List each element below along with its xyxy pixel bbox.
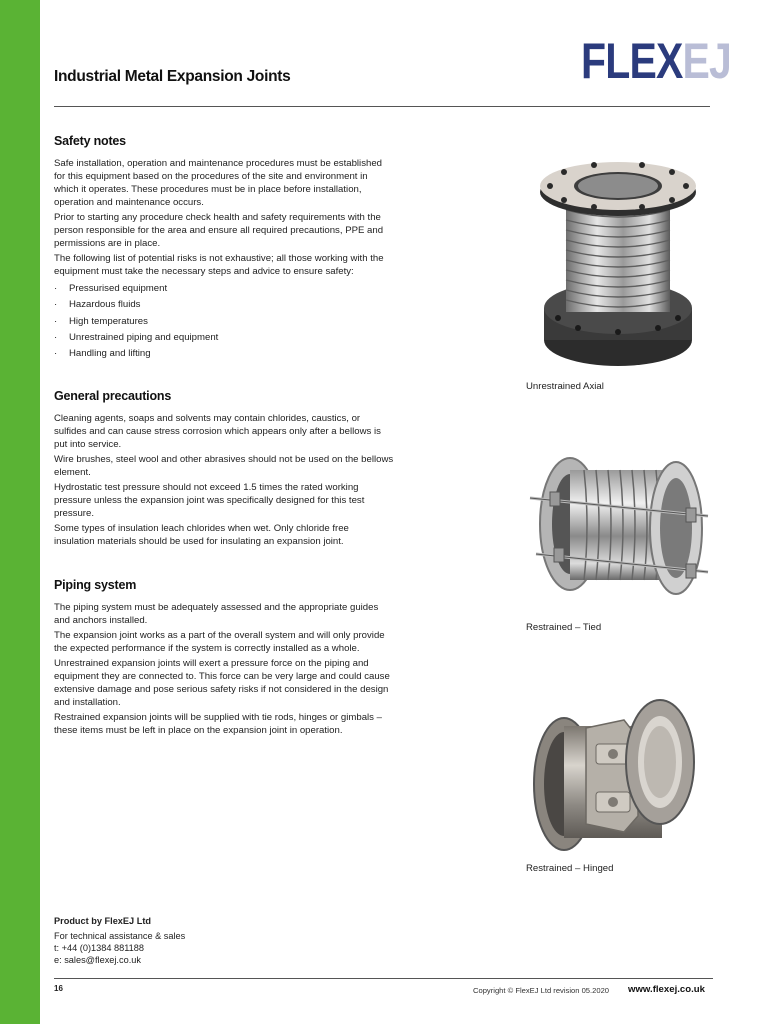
risk-list-item [54, 330, 394, 346]
flexej-logo [581, 33, 732, 98]
bullet-glyph: · [54, 331, 58, 343]
footer-contact [54, 916, 185, 966]
precautions-paragraph: Some types of insulation leach chlorides when wet. Only chloride free insulation materials should be used for insulating an expansion joint. [54, 523, 349, 547]
general-precautions-heading: General precautions [54, 389, 172, 403]
bullet-glyph: · [54, 348, 58, 360]
precautions-paragraph: Cleaning agents, soaps and solvents may contain chlorides, caustics, or sulfides and can cause stress corrosion which appears only after a bellows is put into service. [54, 413, 381, 450]
footer-email[interactable]: e: sales@flexej.co.uk [54, 955, 141, 965]
page-number: 16 [54, 984, 63, 993]
piping-system-heading: Piping system [54, 578, 137, 592]
piping-system-section [54, 578, 394, 739]
risk-text: Unrestrained piping and equipment [69, 331, 219, 343]
footer-phone: t: +44 (0)1384 881188 [54, 943, 144, 953]
figure-caption-tied: Restrained – Tied [526, 622, 602, 633]
risk-text: Hazardous fluids [69, 299, 141, 311]
risk-list-item [54, 314, 394, 330]
risk-list-item [54, 297, 394, 313]
precautions-paragraph: Hydrostatic test pressure should not exceed 1.5 times the rated working pressure unless the expansion joint was specifically designed for this test pressure. [54, 482, 365, 519]
safety-paragraph: The following list of potential risks is not exhaustive; all those working with the equipment must take the necessary steps and advice to ensure safety: [54, 253, 384, 277]
piping-paragraph: The piping system must be adequately assessed and the appropriate guides and anchors installed. [54, 602, 379, 626]
risk-list [54, 281, 394, 362]
footer-company: Product by FlexEJ Ltd [54, 916, 151, 926]
piping-paragraph: Unrestrained expansion joints will exert a pressure force on the piping and equipment they are connected to. This force can be very large and could cause extensive damage and pose serious safety risks if not considered in the design and installation. [54, 658, 390, 708]
risk-text: Handling and lifting [69, 348, 151, 360]
green-side-bar [0, 0, 40, 1024]
risk-text: High temperatures [69, 315, 148, 327]
general-precautions-section [54, 389, 394, 550]
safety-notes-heading: Safety notes [54, 134, 126, 148]
bullet-glyph: · [54, 299, 58, 311]
header-divider [54, 106, 710, 107]
copyright-text: Copyright © FlexEJ Ltd revision 05.2020 [473, 986, 610, 995]
risk-text: Pressurised equipment [69, 283, 168, 294]
safety-paragraph: Prior to starting any procedure check health and safety requirements with the person responsible for the area and ensure all required precautions, PPE and permissions are in place. [54, 212, 384, 249]
bullet-glyph: · [54, 315, 58, 327]
safety-paragraph: Safe installation, operation and maintenance procedures must be established for this equipment based on the procedures of the site and environment in which it operates. These procedures must be in place before installation, operation and maintenance occurs. [54, 158, 382, 208]
risk-list-item [54, 346, 394, 362]
footer-divider [54, 978, 713, 979]
precautions-paragraph: Wire brushes, steel wool and other abrasives should not be used on the bellows element. [54, 454, 394, 478]
page-title: Industrial Metal Expansion Joints [54, 68, 291, 85]
logo-text-flex: FLEX [581, 33, 683, 89]
piping-paragraph: Restrained expansion joints will be supplied with tie rods, hinges or gimbals – these items must be left in place on the expansion joint in operation. [54, 712, 382, 736]
footer-assist: For technical assistance & sales [54, 931, 186, 941]
restrained-tied-photo [526, 452, 712, 612]
safety-notes-section [54, 134, 394, 362]
website-link[interactable]: www.flexej.co.uk [628, 984, 705, 995]
risk-list-item [54, 281, 394, 297]
figure-caption-hinged: Restrained – Hinged [526, 863, 614, 874]
unrestrained-axial-photo [530, 158, 706, 374]
piping-paragraph: The expansion joint works as a part of the overall system and will only provide the expected performance if the system is correctly installed as a whole. [54, 630, 385, 654]
restrained-hinged-photo [526, 696, 698, 854]
figure-caption-unrestrained: Unrestrained Axial [526, 381, 604, 392]
logo-text-ej: EJ [682, 33, 732, 89]
bullet-glyph: · [54, 283, 58, 294]
